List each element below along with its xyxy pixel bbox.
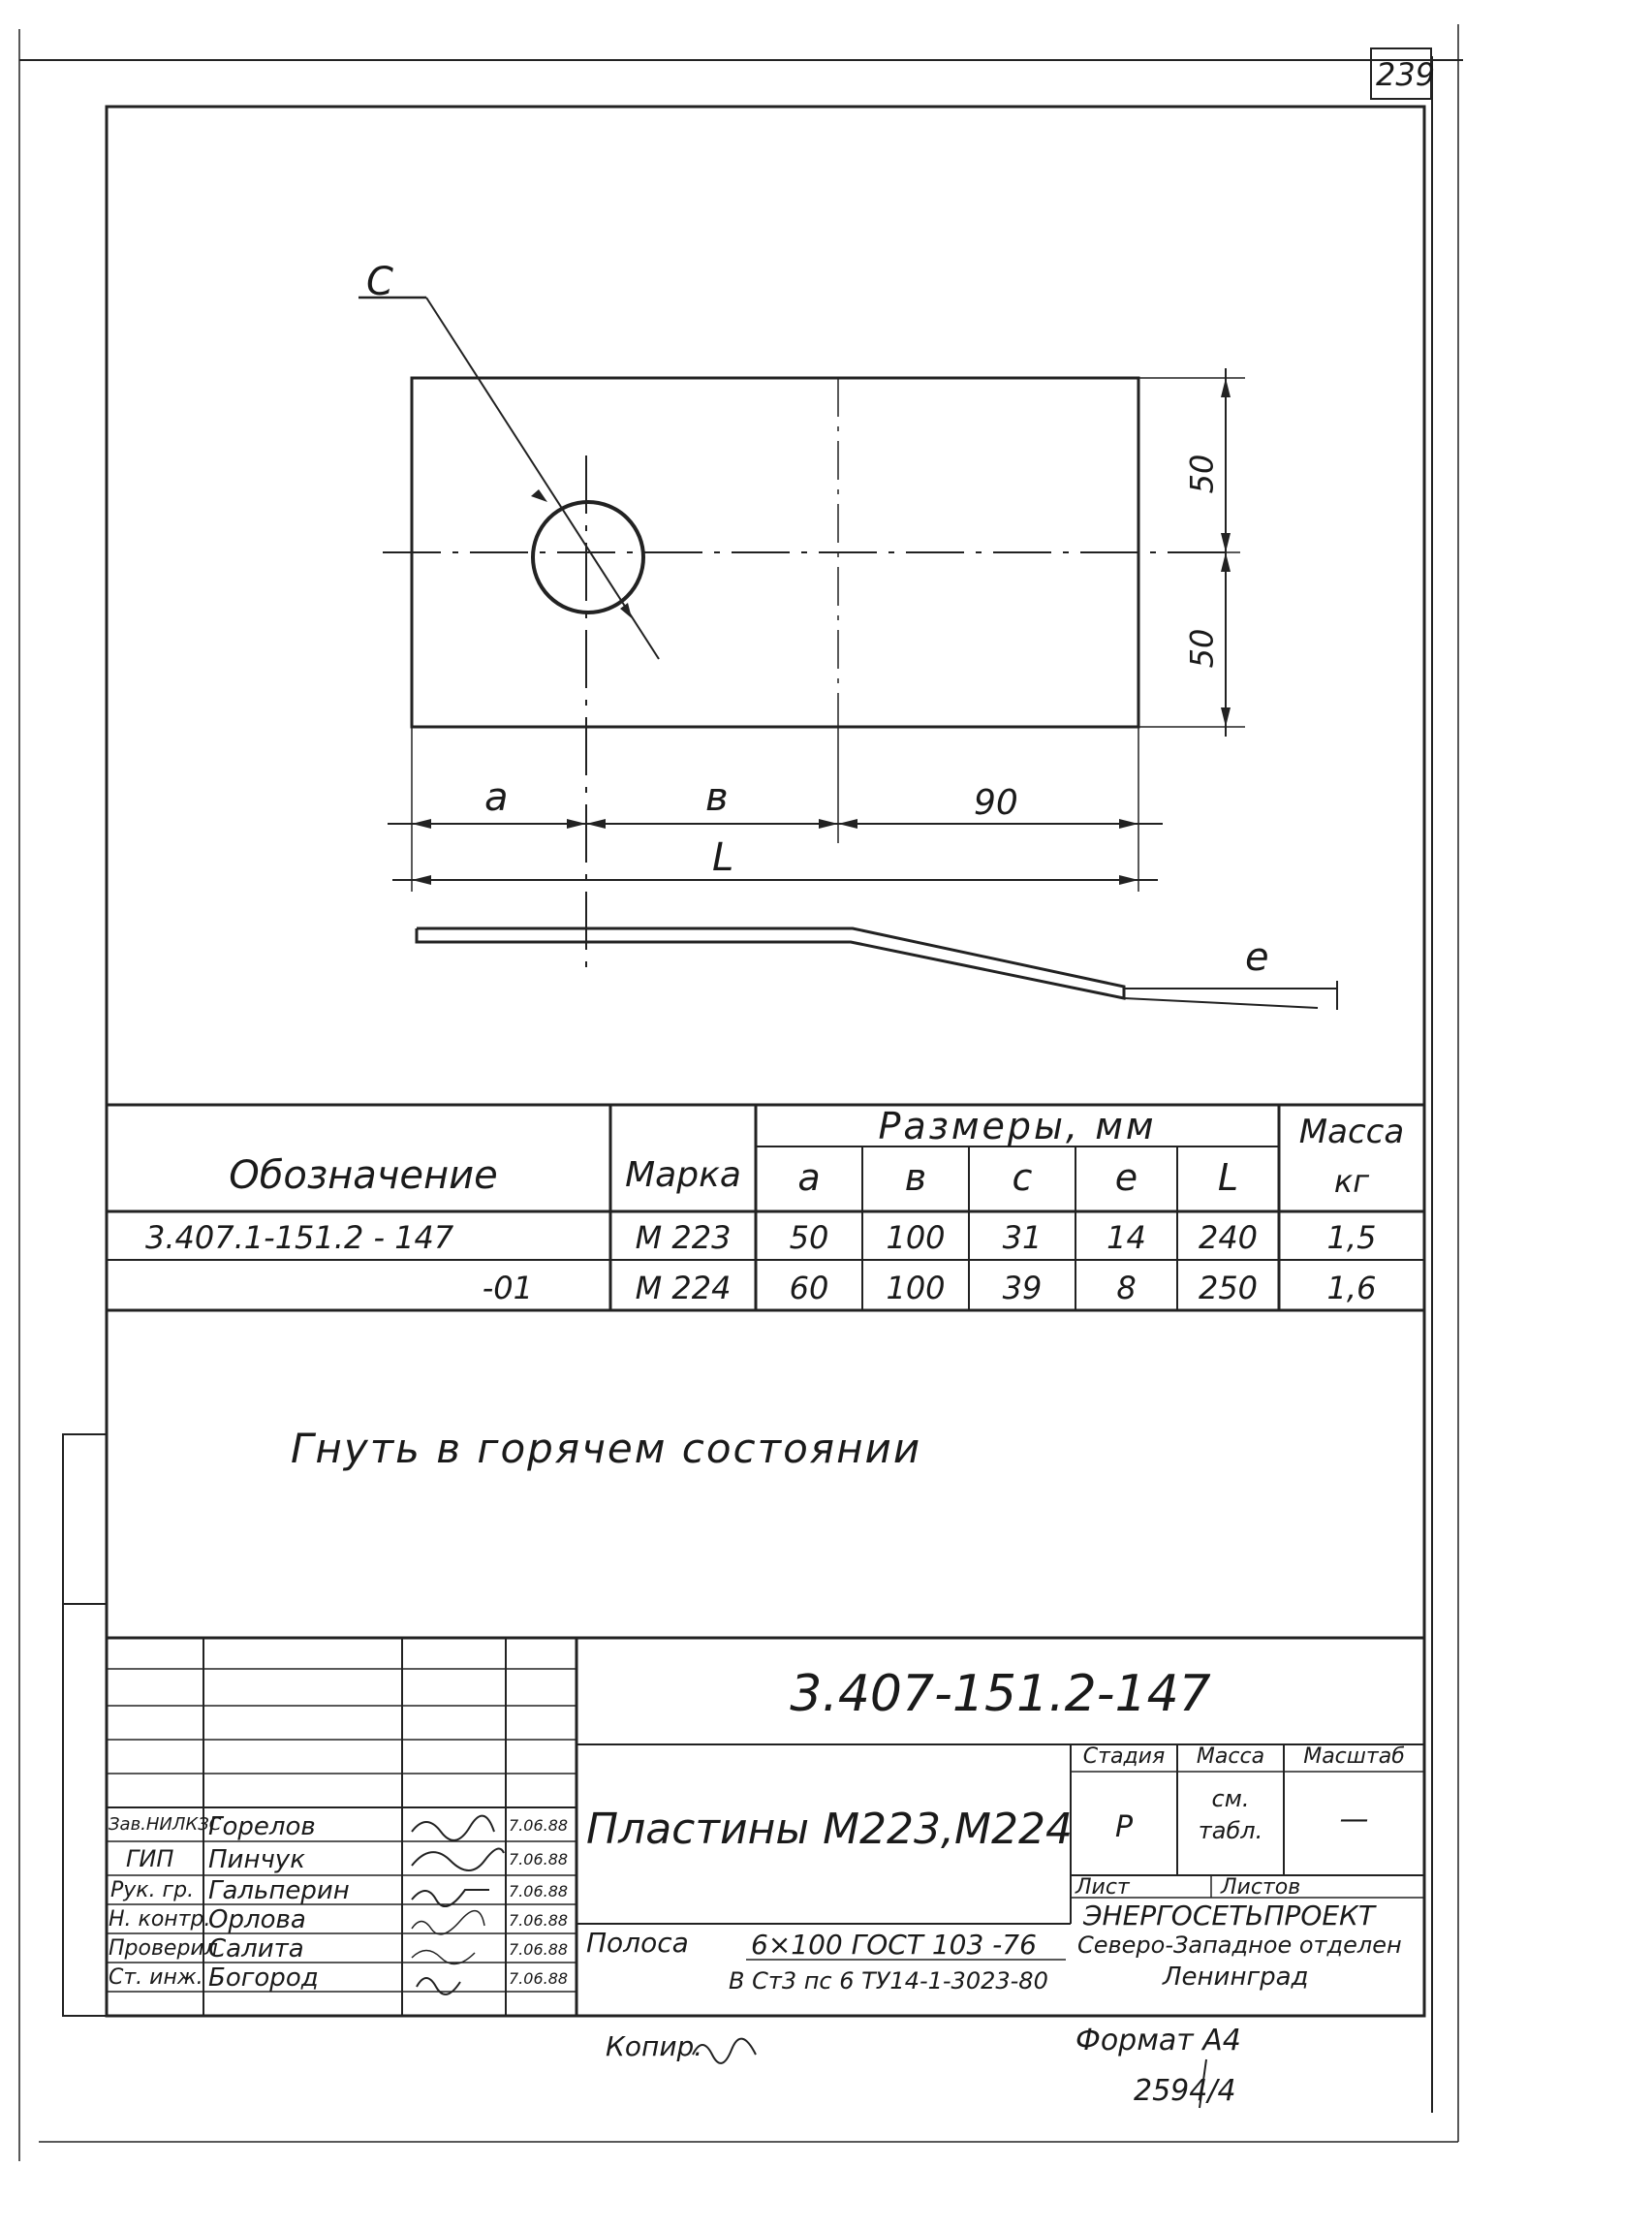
row1-b: 100 bbox=[886, 1219, 946, 1256]
row2-e: 8 bbox=[1116, 1270, 1137, 1306]
material-line-1: 6×100 ГОСТ 103 -76 bbox=[751, 1929, 1037, 1961]
sheets-label: Листов bbox=[1221, 1875, 1301, 1900]
col-mark: Марка bbox=[625, 1155, 741, 1195]
material-label: Полоса bbox=[586, 1927, 689, 1959]
row1-mass: 1,5 bbox=[1326, 1219, 1377, 1256]
signer-role: Зав.НИЛКЗС bbox=[109, 1814, 222, 1835]
inventory-number: 2594/4 bbox=[1134, 2074, 1236, 2108]
label-90: 90 bbox=[974, 783, 1018, 823]
stage-value: Р bbox=[1114, 1810, 1134, 1844]
row1-a: 50 bbox=[789, 1219, 829, 1256]
dim-L: L bbox=[1217, 1156, 1239, 1199]
material-line-2: В Ст3 пс 6 ТУ14-1-3023-80 bbox=[729, 1967, 1048, 1994]
signer-name: Пинчук bbox=[208, 1845, 305, 1874]
col-designation: Обозначение bbox=[229, 1153, 498, 1198]
sheet-format: Формат А4 bbox=[1075, 2024, 1241, 2057]
doc-code: 3.407-151.2-147 bbox=[790, 1665, 1211, 1723]
row1-mark: М 223 bbox=[635, 1219, 732, 1256]
mass-unit: кг bbox=[1333, 1163, 1370, 1200]
row2-designation: -01 bbox=[482, 1270, 533, 1306]
signer-name: Горелов bbox=[208, 1812, 316, 1841]
row2-b: 100 bbox=[886, 1270, 946, 1306]
dim-b: в bbox=[904, 1156, 927, 1199]
label-L: L bbox=[712, 835, 734, 880]
scale-label: Масштаб bbox=[1303, 1744, 1405, 1769]
row2-mark: М 224 bbox=[635, 1270, 732, 1306]
signer-date: 7.06.88 bbox=[509, 1816, 569, 1835]
signer-date: 7.06.88 bbox=[509, 1882, 569, 1900]
label-50-top: 50 bbox=[1183, 454, 1221, 494]
label-c: С bbox=[366, 260, 393, 304]
group-dims: Размеры, мм bbox=[878, 1105, 1157, 1147]
signer-role: Ст. инж. bbox=[109, 1965, 203, 1990]
row2-L: 250 bbox=[1198, 1270, 1259, 1306]
bending-note: Гнуть в горячем состоянии bbox=[291, 1425, 922, 1472]
signer-role: ГИП bbox=[126, 1845, 174, 1872]
scale-value: — bbox=[1339, 1803, 1369, 1837]
row1-L: 240 bbox=[1198, 1219, 1259, 1256]
mass-label: Масса bbox=[1196, 1744, 1265, 1769]
signer-name: Богород bbox=[208, 1963, 319, 1993]
signer-date: 7.06.88 bbox=[509, 1940, 569, 1959]
doc-title: Пластины М223,М224 bbox=[586, 1805, 1073, 1854]
label-b: в bbox=[705, 775, 729, 820]
sheet-label: Лист bbox=[1075, 1875, 1130, 1900]
row2-mass: 1,6 bbox=[1326, 1270, 1377, 1306]
signer-role: Рук. гр. bbox=[110, 1878, 195, 1902]
label-a: а bbox=[484, 775, 509, 820]
signer-date: 7.06.88 bbox=[509, 1850, 569, 1869]
row1-designation: 3.407.1-151.2 - 147 bbox=[145, 1219, 454, 1256]
dim-e: е bbox=[1114, 1156, 1138, 1199]
signer-name: Орлова bbox=[208, 1905, 306, 1934]
signer-date: 7.06.88 bbox=[509, 1969, 569, 1988]
signer-name: Гальперин bbox=[208, 1876, 350, 1905]
org-branch: Северо-Западное отделен bbox=[1077, 1932, 1402, 1959]
mass-value-2: табл. bbox=[1198, 1817, 1263, 1844]
signer-role: Проверил bbox=[109, 1936, 218, 1961]
copied-label: Копир. bbox=[606, 2030, 703, 2062]
col-mass: Масса bbox=[1298, 1113, 1405, 1151]
org-name: ЭНЕРГОСЕТЬПРОЕКТ bbox=[1083, 1900, 1376, 1932]
signer-date: 7.06.88 bbox=[509, 1911, 569, 1930]
row2-c: 39 bbox=[1002, 1270, 1043, 1306]
label-50-bottom: 50 bbox=[1183, 628, 1221, 669]
row2-a: 60 bbox=[789, 1270, 829, 1306]
mass-value-1: см. bbox=[1211, 1785, 1250, 1812]
stage-label: Стадия bbox=[1082, 1744, 1166, 1769]
row1-e: 14 bbox=[1107, 1219, 1146, 1256]
signer-name: Салита bbox=[208, 1934, 304, 1963]
row1-c: 31 bbox=[1002, 1219, 1043, 1256]
label-e: е bbox=[1245, 935, 1269, 980]
org-city: Ленинград bbox=[1163, 1963, 1309, 1992]
page-number: 239 bbox=[1376, 56, 1436, 93]
signer-role: Н. контр. bbox=[109, 1907, 211, 1932]
dim-a: а bbox=[797, 1156, 821, 1199]
dim-c: с bbox=[1012, 1156, 1033, 1199]
